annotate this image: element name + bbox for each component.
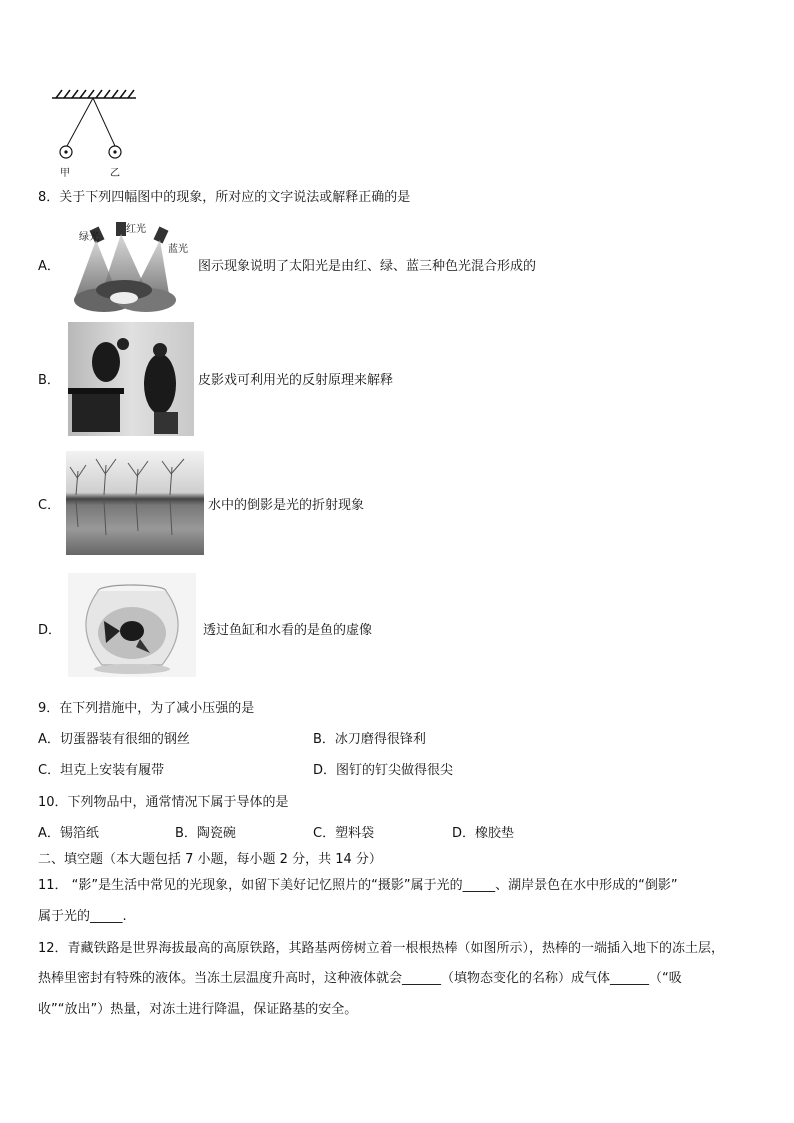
q8-option-c-text: 水中的倒影是光的折射现象 xyxy=(208,498,365,513)
q9-option-d: D．图钉的钉尖做得很尖 xyxy=(313,763,454,778)
q9-option-c: C．坦克上安装有履带 xyxy=(38,763,165,778)
q12-line-1: 12．青藏铁路是世界海拔最高的高原铁路，其路基两傍树立着一根根热棒（如图所示），热棒的一端插入地下的冻土层， xyxy=(38,941,725,956)
q10-option-a: A．锡箔纸 xyxy=(38,826,99,841)
q8-option-a-letter: A． xyxy=(38,259,60,274)
q8-option-a-text: 图示现象说明了太阳光是由红、绿、蓝三种色光混合形成的 xyxy=(198,259,537,274)
q10-stem: 10．下列物品中，通常情况下属于导体的是 xyxy=(38,795,289,810)
q8-option-c-letter: C． xyxy=(38,498,61,513)
q10-option-b: B．陶瓷碗 xyxy=(175,826,236,841)
q12-line-3: 收”“放出”）热量，对冻土进行降温，保证路基的安全。 xyxy=(38,1002,358,1017)
q10-option-d: D．橡胶垫 xyxy=(452,826,515,841)
label-left-ball: 甲 xyxy=(60,168,70,179)
label-red-light: 红光 xyxy=(126,224,146,235)
q11-line-1: 11． “影”是生活中常见的光现象，如留下美好记忆照片的“摄影”属于光的_____、湖岸景色在水中形成的“倒影” xyxy=(38,878,678,893)
label-right-ball: 乙 xyxy=(110,168,120,179)
q8-option-b-text: 皮影戏可利用光的反射原理来解释 xyxy=(198,373,394,388)
q11-line-2: 属于光的_____. xyxy=(38,909,127,924)
q12-line-2: 热棒里密封有特殊的液体。当冻土层温度升高时，这种液体就会______（填物态变化的名称）成气体______（“吸 xyxy=(38,971,682,986)
shadow-puppet-photo xyxy=(68,322,194,436)
q8-option-d-text: 透过鱼缸和水看的是鱼的虚像 xyxy=(203,623,373,638)
q9-option-b: B．冰刀磨得很锋利 xyxy=(313,732,426,747)
q9-option-a: A．切蛋器装有很细的钢丝 xyxy=(38,732,190,747)
q8-option-d-letter: D． xyxy=(38,623,62,638)
water-reflection-photo xyxy=(66,451,204,555)
label-blue-light: 蓝光 xyxy=(168,244,188,255)
q8-stem: 8．关于下列四幅图中的现象，所对应的文字说法或解释正确的是 xyxy=(38,190,411,205)
fishbowl-photo xyxy=(68,573,196,677)
q8-option-b-letter: B． xyxy=(38,373,60,388)
label-green-light: 绿光 xyxy=(79,232,99,243)
section-2-title: 二、填空题（本大题包括 7 小题，每小题 2 分，共 14 分） xyxy=(38,852,382,867)
q10-option-c: C．塑料袋 xyxy=(313,826,375,841)
q9-stem: 9．在下列措施中，为了减小压强的是 xyxy=(38,701,255,716)
